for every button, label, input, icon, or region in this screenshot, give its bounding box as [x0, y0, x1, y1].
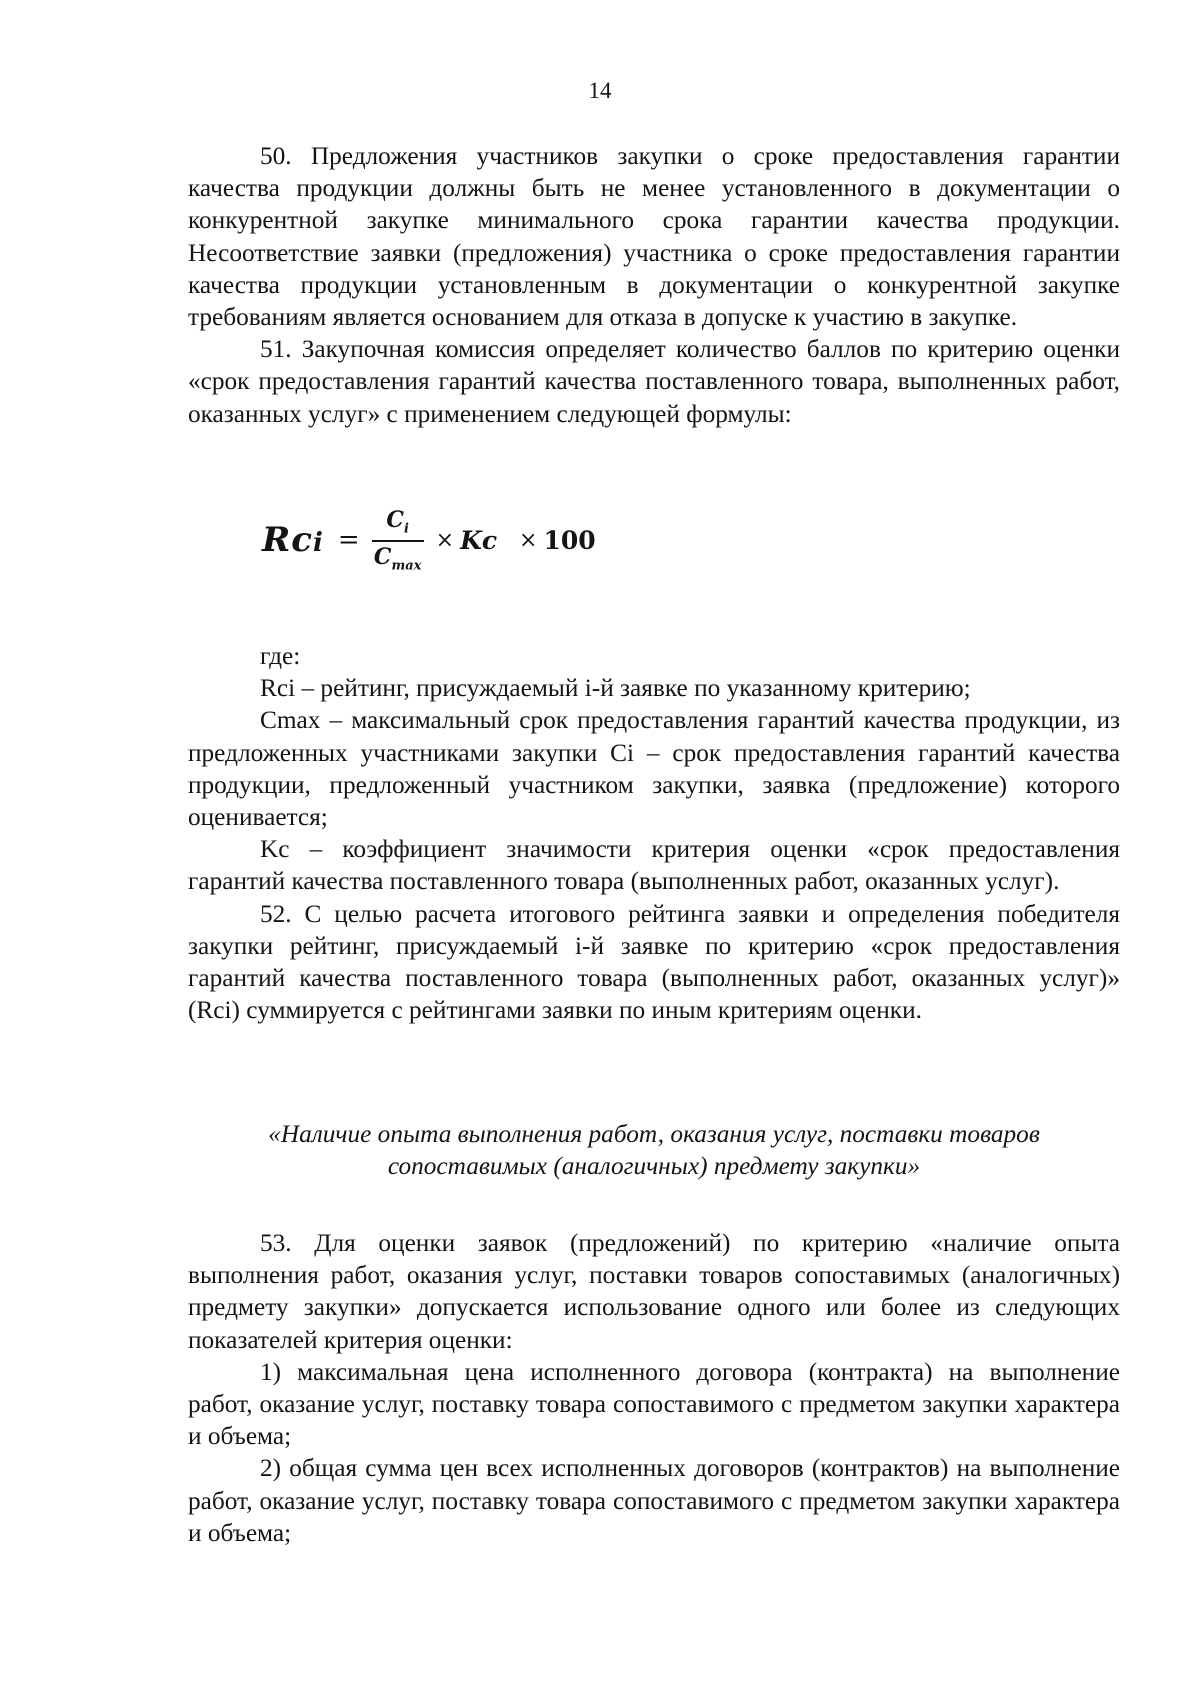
legend-rci: Rci – рейтинг, присуждаемый i-й заявке по указанному критерию;: [260, 674, 971, 703]
formula-times-2: ×: [519, 527, 538, 553]
formula-legend-and-clause-52: [188, 640, 1120, 1026]
formula-equals: =: [337, 525, 360, 555]
legend-cmax-ci: Cmax – максимальный срок предоставления гарантий качества продукции, из предложенных участниками закупки Ci – срок предоставления гарантий качества продукции, предложенный участником закупки, заявка (предложение) которого оценивается;: [188, 706, 1120, 832]
clause-53-item-2: 2) общая сумма цен всех исполненных договоров (контрактов) на выполнение работ, оказание услуг, поставку товара сопоставимого с предметом закупки характера и объема;: [188, 1454, 1120, 1547]
formula-times-1: ×: [435, 527, 455, 553]
clause-53-block: [188, 1227, 1120, 1549]
page-number: 14: [588, 78, 612, 103]
clause-52: 52. С целью расчета итогового рейтинга заявки и определения победителя закупки рейтинг, присуждаемый i-й заявке по критерию «срок предоставления гарантий качества поставленного товара (выполненных работ, оказанных услуг)» (Rci) суммируется с рейтингами заявки по иным критериям оценки.: [188, 899, 1120, 1025]
rating-formula: [262, 500, 596, 580]
where-label: где:: [260, 642, 301, 670]
clause-53-item-1: 1) максимальная цена исполненного договора (контракта) на выполнение работ, оказание услуг, поставку товара сопоставимого с предметом закупки характера и объема;: [188, 1357, 1120, 1451]
clause-53: 53. Для оценки заявок (предложений) по критерию «наличие опыта выполнения работ, оказания услуг, поставки товаров сопоставимых (аналогичных) предмету закупки» допускается использование одного или более из следующих показателей критерия оценки:: [188, 1229, 1120, 1354]
formula-multiplier: 100: [543, 525, 596, 555]
formula-denominator: $C_{max}$: [373, 543, 422, 573]
formula-numerator: $C_i$: [386, 507, 409, 537]
section-heading: «Наличие опыта выполнения работ, оказания услуг, поставки товаров сопоставимых (аналогичных) предмету закупки»: [268, 1120, 1040, 1181]
clauses-50-51: [188, 140, 1120, 430]
legend-kc: Kc – коэффициент значимости критерия оценки «срок предоставления гарантий качества поставленного товара (выполненных работ, оказанных услуг).: [188, 835, 1120, 896]
formula-fraction: [372, 507, 424, 573]
formula-coefficient: Kc: [460, 525, 498, 555]
clause-51: 51. Закупочная комиссия определяет количество баллов по критерию оценки «срок предоставления гарантий качества поставленного товара, выполненных работ, оказанных услуг» с применением следующей формулы:: [188, 335, 1120, 428]
formula-lhs: Rci: [262, 520, 324, 560]
clause-50: 50. Предложения участников закупки о сроке предоставления гарантии качества продукции должны быть не менее установленного в документации о конкурентной закупке минимального срока гарантии качества продукции. Несоответствие заявки (предложения) участника о сроке предоставления гарантии качества продукции установленным в документации о конкурентной закупке требованиям является основанием для отказа в допуске к участию в закупке.: [188, 142, 1120, 332]
